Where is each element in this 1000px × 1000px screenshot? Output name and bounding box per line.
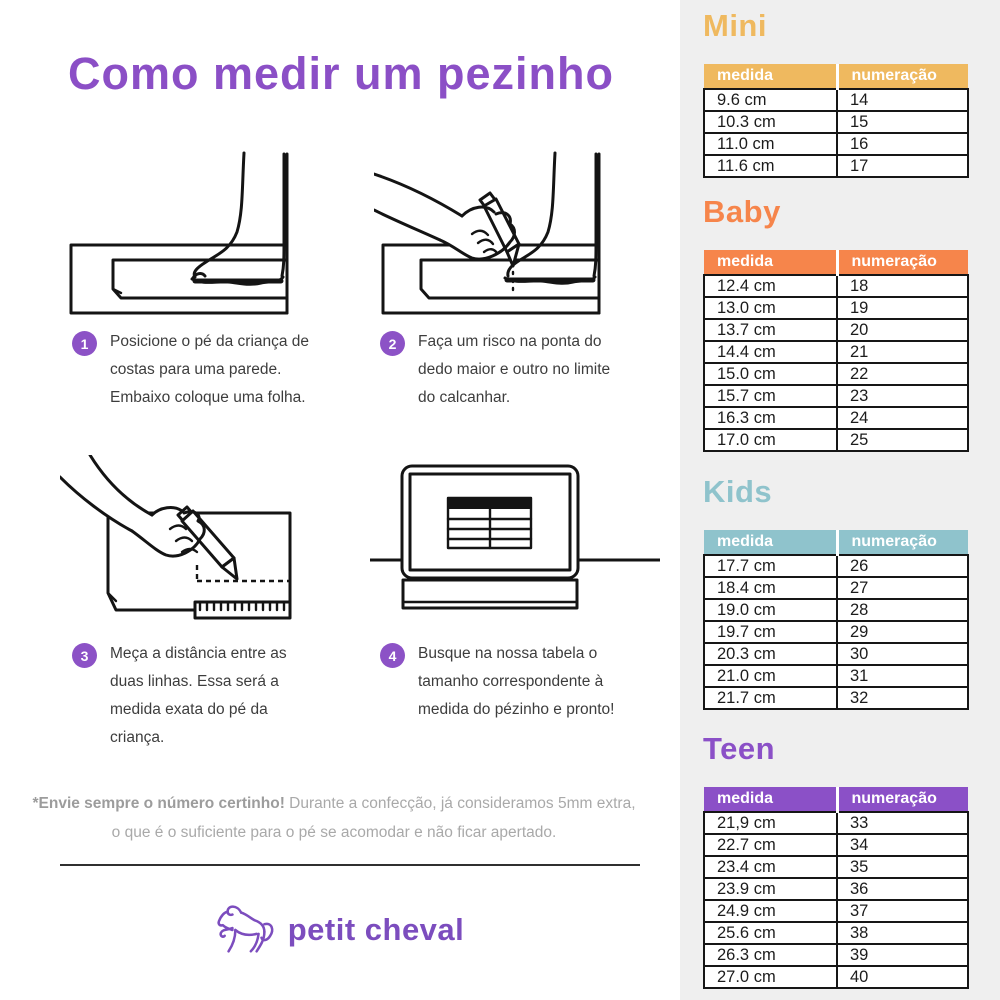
size-table-baby xyxy=(703,250,969,452)
measure-cell: 21.0 cm xyxy=(704,665,837,687)
table-row xyxy=(704,900,968,922)
measure-cell: 17.0 cm xyxy=(704,429,837,451)
size-tables-panel xyxy=(680,0,1000,1000)
table-row xyxy=(704,111,968,133)
size-cell: 36 xyxy=(837,878,968,900)
measure-cell: 21.7 cm xyxy=(704,687,837,709)
measure-cell: 15.7 cm xyxy=(704,385,837,407)
step-1-number-badge: 1 xyxy=(72,331,97,356)
size-cell: 16 xyxy=(837,133,968,155)
section-title-mini: Mini xyxy=(703,8,767,43)
size-cell: 19 xyxy=(837,297,968,319)
step-2-text: Faça um risco na ponta do dedo maior e outro no limite do calcanhar. xyxy=(418,333,611,406)
footnote xyxy=(28,789,640,847)
section-title-kids: Kids xyxy=(703,474,773,509)
size-cell: 14 xyxy=(837,89,968,111)
size-cell: 34 xyxy=(837,834,968,856)
section-title-teen: Teen xyxy=(703,731,776,766)
size-table-mini xyxy=(703,64,969,178)
measure-cell: 23.4 cm xyxy=(704,856,837,878)
size-table-teen xyxy=(703,787,969,989)
measure-cell: 23.9 cm xyxy=(704,878,837,900)
measure-cell: 19.0 cm xyxy=(704,599,837,621)
illustration-foot-against-wall xyxy=(68,150,293,318)
size-cell: 32 xyxy=(837,687,968,709)
step-3-text: Meça a distância entre as duas linhas. Essa será a medida exata do pé da criança. xyxy=(110,645,287,746)
table-row xyxy=(704,643,968,665)
measure-cell: 22.7 cm xyxy=(704,834,837,856)
step-3-number-badge: 3 xyxy=(72,643,97,668)
table-row xyxy=(704,297,968,319)
table-row xyxy=(704,687,968,709)
measure-cell: 10.3 cm xyxy=(704,111,837,133)
size-cell: 33 xyxy=(837,812,968,834)
size-column-header: numeração xyxy=(837,530,968,555)
size-section-baby xyxy=(703,194,969,452)
size-cell: 21 xyxy=(837,341,968,363)
size-cell: 17 xyxy=(837,155,968,177)
measure-cell: 27.0 cm xyxy=(704,966,837,988)
step-4-text: Busque na nossa tabela o tamanho correspondente à medida do pézinho e pronto! xyxy=(418,645,615,718)
measure-cell: 21,9 cm xyxy=(704,812,837,834)
size-cell: 31 xyxy=(837,665,968,687)
step-3 xyxy=(72,640,314,752)
table-row xyxy=(704,599,968,621)
measure-cell: 26.3 cm xyxy=(704,944,837,966)
measure-cell: 18.4 cm xyxy=(704,577,837,599)
table-row xyxy=(704,577,968,599)
measure-cell: 14.4 cm xyxy=(704,341,837,363)
measure-cell: 13.7 cm xyxy=(704,319,837,341)
footnote-bold: *Envie sempre o número certinho! xyxy=(32,795,285,812)
size-cell: 27 xyxy=(837,577,968,599)
step-4-number-badge: 4 xyxy=(380,643,405,668)
size-cell: 39 xyxy=(837,944,968,966)
table-row xyxy=(704,385,968,407)
step-1 xyxy=(72,328,318,412)
measure-column-header: medida xyxy=(704,787,837,812)
size-cell: 30 xyxy=(837,643,968,665)
step-1-text: Posicione o pé da criança de costas para uma parede. Embaixo coloque uma folha. xyxy=(110,333,310,406)
measure-cell: 20.3 cm xyxy=(704,643,837,665)
size-column-header: numeração xyxy=(837,787,968,812)
table-row xyxy=(704,555,968,577)
measure-cell: 25.6 cm xyxy=(704,922,837,944)
size-column-header: numeração xyxy=(837,64,968,89)
size-cell: 29 xyxy=(837,621,968,643)
size-table-kids xyxy=(703,530,969,710)
step-2 xyxy=(380,328,622,412)
size-cell: 38 xyxy=(837,922,968,944)
measure-column-header: medida xyxy=(704,64,837,89)
table-row xyxy=(704,275,968,297)
measure-cell: 11.0 cm xyxy=(704,133,837,155)
size-cell: 35 xyxy=(837,856,968,878)
table-row xyxy=(704,665,968,687)
table-row xyxy=(704,856,968,878)
size-cell: 37 xyxy=(837,900,968,922)
table-row xyxy=(704,812,968,834)
step-4 xyxy=(380,640,630,724)
size-cell: 15 xyxy=(837,111,968,133)
measure-cell: 19.7 cm xyxy=(704,621,837,643)
size-section-teen xyxy=(703,731,969,989)
size-cell: 28 xyxy=(837,599,968,621)
table-row xyxy=(704,319,968,341)
size-cell: 18 xyxy=(837,275,968,297)
measure-cell: 16.3 cm xyxy=(704,407,837,429)
size-cell: 22 xyxy=(837,363,968,385)
table-row xyxy=(704,89,968,111)
table-row xyxy=(704,155,968,177)
table-row xyxy=(704,944,968,966)
table-row xyxy=(704,922,968,944)
size-cell: 24 xyxy=(837,407,968,429)
measure-cell: 11.6 cm xyxy=(704,155,837,177)
table-row xyxy=(704,834,968,856)
table-row xyxy=(704,878,968,900)
illustration-measure-distance xyxy=(60,455,295,623)
hand-marker-drawing-icon xyxy=(374,150,602,318)
measure-cell: 15.0 cm xyxy=(704,363,837,385)
illustration-computer-table xyxy=(370,458,660,618)
size-section-kids xyxy=(703,474,969,710)
page-title: Como medir um pezinho xyxy=(68,48,615,99)
illustration-mark-toe-line xyxy=(374,150,602,318)
horse-icon xyxy=(216,902,276,958)
table-row xyxy=(704,363,968,385)
table-row xyxy=(704,341,968,363)
size-section-mini xyxy=(703,8,969,178)
table-row xyxy=(704,407,968,429)
step-2-number-badge: 2 xyxy=(380,331,405,356)
measure-cell: 12.4 cm xyxy=(704,275,837,297)
measure-cell: 17.7 cm xyxy=(704,555,837,577)
size-cell: 23 xyxy=(837,385,968,407)
measure-cell: 9.6 cm xyxy=(704,89,837,111)
computer-drawing-icon xyxy=(370,458,660,618)
size-cell: 40 xyxy=(837,966,968,988)
footnote-text: Durante a confecção, já consideramos 5mm extra, o que é o suficiente para o pé se acomodar e não ficar apertado. xyxy=(111,795,636,841)
hand-ruler-drawing-icon xyxy=(60,455,295,623)
size-column-header: numeração xyxy=(837,250,968,275)
table-row xyxy=(704,429,968,451)
measure-column-header: medida xyxy=(704,530,837,555)
measure-column-header: medida xyxy=(704,250,837,275)
foot-wall-drawing-icon xyxy=(68,150,293,318)
table-row xyxy=(704,133,968,155)
measure-cell: 13.0 cm xyxy=(704,297,837,319)
table-row xyxy=(704,966,968,988)
table-row xyxy=(704,621,968,643)
measure-cell: 24.9 cm xyxy=(704,900,837,922)
divider-line xyxy=(60,864,640,866)
brand-name: petit cheval xyxy=(287,912,465,947)
section-title-baby: Baby xyxy=(703,194,781,229)
size-cell: 25 xyxy=(837,429,968,451)
size-cell: 26 xyxy=(837,555,968,577)
size-cell: 20 xyxy=(837,319,968,341)
brand-logo xyxy=(0,898,680,962)
